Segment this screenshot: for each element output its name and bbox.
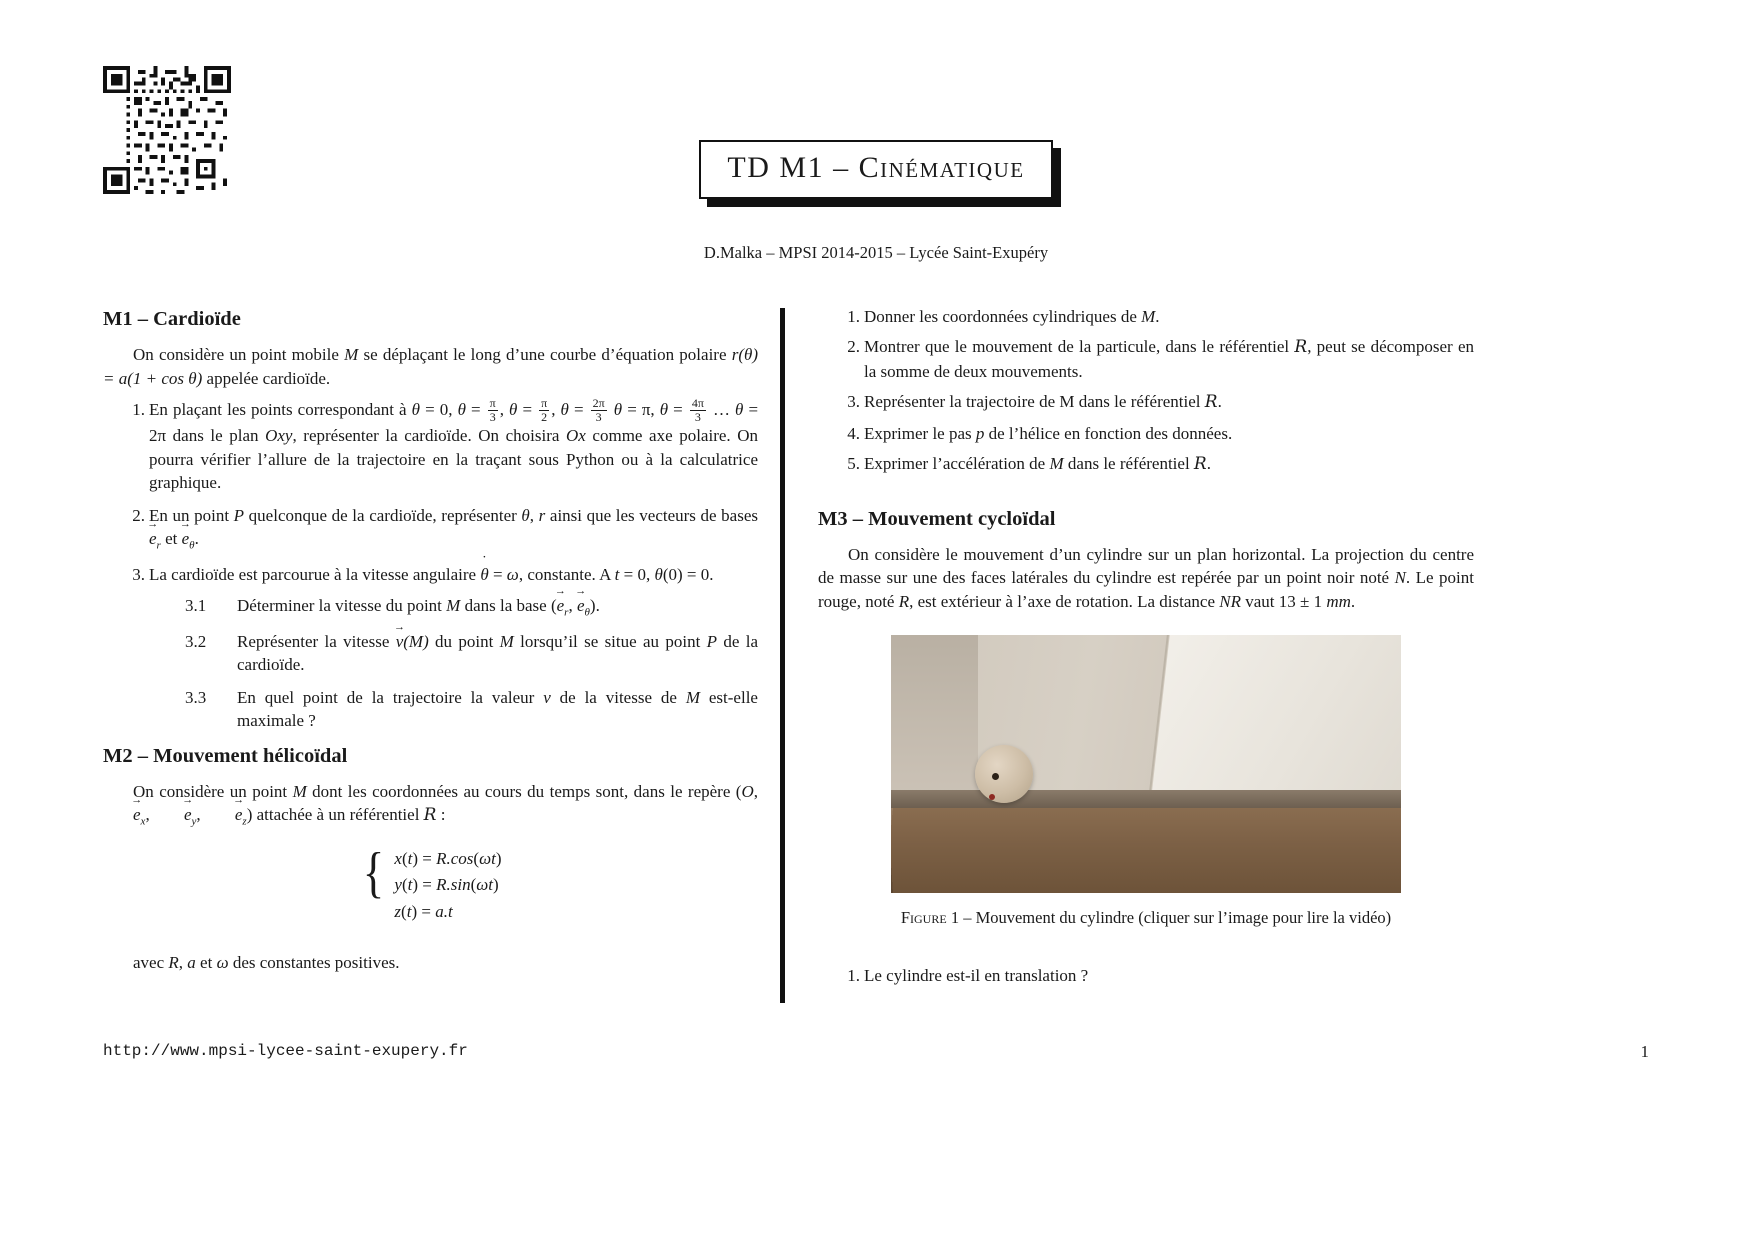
m1-subquestion-list: [149, 594, 758, 732]
m2-intro-a: On considère un point: [133, 781, 293, 801]
m1-intro-equation: r(θ) = a(1 + cos θ): [103, 345, 759, 388]
m1-q2-er: e →: [149, 527, 157, 550]
m1-q32-text-c: lorsqu’il se situe au point: [513, 631, 707, 651]
m1-q2-text-b: quelconque de la cardioïde, représenter: [244, 505, 522, 525]
m1-intro-part2: se déplaçant le long d’une courbe d’équation polaire: [358, 345, 732, 365]
figure-caption-text: Mouvement du cylindre (cliquer sur l’image pour lire la vidéo): [975, 908, 1392, 928]
m2-equation-system: [103, 841, 758, 925]
m1-q32-vM: (M): [403, 631, 429, 651]
photo-paper-sheet: [1152, 635, 1401, 804]
list-item: [818, 422, 1474, 445]
figure-caption-label: Figure: [900, 908, 947, 928]
m1-q31-text-b: dans la base (: [460, 596, 557, 616]
m2-intro-R: R: [423, 805, 437, 826]
m3-intro-NR: NR: [1219, 591, 1241, 611]
m1-q31-text-c: ).: [589, 596, 600, 616]
m1-q31-text-a: Déterminer la vitesse du point: [237, 596, 447, 616]
section-heading-m1: M1 – Cardioïde: [103, 308, 241, 330]
m1-q2-etheta-sub: θ: [189, 539, 195, 552]
footer-url[interactable]: http://www.mpsi-lycee-saint-exupery.fr: [103, 1042, 468, 1060]
m1-q1-axis: Ox: [566, 426, 586, 446]
section-heading-m2: M2 – Mouvement hélicoïdal: [103, 744, 348, 767]
m3-question-list: [818, 964, 1474, 987]
m1-q2-text-c: ,: [529, 505, 539, 525]
equation-z: z(t) = a.t: [394, 901, 453, 921]
m1-intro-part3: appelée cardioïde.: [202, 368, 331, 388]
title-prefix: TD M1 –: [727, 151, 859, 184]
m3-intro: [818, 543, 1474, 613]
m1-q2-etheta: e →: [182, 527, 190, 550]
list-item: [818, 335, 1474, 383]
section-heading-m3: M3 – Mouvement cycloïdal: [818, 507, 1056, 530]
title-block: [0, 140, 1752, 199]
footer-page-number: 1: [1640, 1042, 1649, 1061]
m1-q33-text-b: de la vitesse de: [550, 687, 686, 707]
m2-q2-text-b: , peut se décomposer en la somme de deux mouvements.: [864, 337, 1474, 381]
cylinder-photo[interactable]: [891, 635, 1401, 893]
list-item: [103, 504, 758, 554]
document-subtitle: D.Malka – MPSI 2014-2015 – Lycée Saint-Exupéry: [703, 243, 1049, 262]
m1-intro-M: M: [344, 345, 359, 365]
m1-q32-M: M: [499, 631, 514, 651]
list-item: [818, 452, 1474, 476]
m1-q32-text-d: de la cardioïde.: [237, 631, 758, 675]
m2-closing-c: et: [195, 952, 217, 972]
m1-q31-et-sub: θ: [584, 606, 590, 619]
list-item: La cardioïde est parcourue à la vitesse angulaire θ ˙ = ω, constante. A t = 0, θ(0) = 0. Déterminer la vitesse du point M dans la base ($e \to_r$, $e \to_\theta$). Représenter la vitesse v →(M) du point M lorsqu’il se situe au point P de la cardioïde. En quel point de la trajectoire la valeur v de la vitesse de M est-elle maximale ?: [103, 563, 758, 733]
figure-1: [818, 635, 1474, 930]
m2-q1-text-b: .: [1155, 307, 1160, 326]
m2-intro-c: ) attachée à un référentiel: [246, 805, 424, 825]
m2-closing-omega: ω: [216, 952, 229, 972]
m2-q5-text-b: dans le référentiel: [1063, 454, 1194, 474]
m2-q5-M: M: [1049, 454, 1064, 474]
list-item: En plaçant les points correspondant à θ = 0, θ = $\frac{\pi}{3}$ , θ = $\frac{\pi}{2}$ , θ = $\frac{2\pi}{3}$ θ = π, θ = $\frac{4\pi}{3}$ … θ = 2π dans le plan Oxy, représenter la cardioïde. On choisira Ox comme axe polaire. On pourra vérifier l’allure de la trajectoire en la traçant sous Python ou à la calculatrice graphique.: [149, 396, 759, 493]
m1-intro: [103, 343, 758, 390]
m2-closing-a2: a: [187, 952, 196, 972]
photo-cylinder: [975, 745, 1033, 803]
m1-question-list: [103, 398, 758, 732]
m1-intro-part1: On considère un point mobile: [133, 345, 345, 365]
m3-intro-d: vaut 13 ± 1: [1240, 591, 1327, 611]
m2-q5-text-c: .: [1206, 454, 1211, 474]
m1-q32-v: v →: [396, 630, 404, 653]
photo-floor-planks: [891, 808, 1401, 893]
m1-q1-text-b: dans le plan: [166, 426, 266, 446]
column-divider: [780, 308, 785, 1003]
left-column: [103, 305, 758, 980]
m2-question-list: [818, 305, 1474, 477]
list-item: [149, 594, 758, 621]
figure-caption: [818, 907, 1474, 930]
m1-q1-text-a: En plaçant les points correspondant à: [149, 400, 412, 420]
m1-q31-er-sub: r: [564, 606, 569, 619]
m2-closing-b: ,: [178, 952, 188, 972]
m1-q32-text-a: Représenter la vitesse: [237, 631, 396, 651]
m1-q1-plane: Oxy: [265, 426, 293, 446]
m3-intro-b: . Le point rouge, noté: [818, 568, 1474, 611]
m1-q2-theta: θ: [521, 505, 530, 525]
m1-q2-P: P: [233, 505, 245, 525]
m1-q33-text-a: En quel point de la trajectoire la valeur: [237, 687, 544, 707]
m2-q1-M: M: [1141, 307, 1156, 326]
m2-q3-R: R: [1204, 392, 1218, 413]
m2-q4-text-a: Exprimer le pas: [864, 423, 976, 443]
photo-baseboard: [891, 790, 1401, 808]
m1-q2-r: r: [538, 505, 546, 525]
list-item: [818, 390, 1474, 414]
m2-intro-b: dont les coordonnées au cours du temps sont, dans le repère (: [306, 781, 742, 801]
m2-intro: On considère un point M dont les coordonnées au cours du temps sont, dans le repère (O, $e \to_x$, $e \to_y$, $e \to_z$) attachée à un référentiel R :: [103, 780, 758, 830]
m1-q33-M: M: [685, 687, 700, 707]
m1-q2-er-sub: r: [156, 539, 161, 552]
m1-q1-text-c: , représenter la cardioïde. On choisira: [292, 426, 567, 446]
m1-q32-P: P: [706, 631, 718, 651]
m2-q5-R: R: [1193, 454, 1207, 475]
m2-q2-R: R: [1294, 337, 1308, 358]
m2-q5-text-a: Exprimer l’accélération de: [864, 454, 1050, 474]
m2-closing: [103, 951, 758, 974]
m2-closing-a: avec: [133, 952, 169, 972]
m1-q2-text-a: En un point: [149, 505, 234, 525]
m1-q3-text-d: .: [709, 564, 714, 584]
m2-q1-text-a: Donner les coordonnées cylindriques de: [864, 307, 1142, 326]
photo-wall-left: [891, 635, 978, 795]
m2-q3-text-b: .: [1217, 392, 1222, 412]
m1-q31-et: e →: [577, 594, 585, 617]
m2-q4-text-b: de l’hélice en fonction des données.: [984, 423, 1233, 443]
m2-closing-R: R: [168, 952, 179, 972]
list-item: [818, 964, 1474, 987]
list-item: [149, 686, 758, 733]
m3-intro-c: , est extérieur à l’axe de rotation. La distance: [909, 591, 1220, 611]
list-item: [818, 305, 1474, 328]
right-column: [818, 305, 1474, 997]
figure-caption-number: 1 –: [946, 908, 976, 928]
equation-y: y(t) = R.sin(ωt): [394, 875, 499, 895]
m1-q31-er: e →: [557, 594, 565, 617]
m2-closing-d: des constantes positives.: [228, 952, 400, 972]
m1-q2-text-e: et: [160, 529, 182, 549]
m2-q2-text-a: Montrer que le mouvement de la particule, dans le référentiel: [864, 337, 1295, 357]
m2-intro-d: :: [436, 805, 446, 825]
m3-q1-text: Le cylindre est-il en translation ?: [864, 966, 1089, 986]
m1-q1-text-d: comme axe polaire. On pourra vérifier l’allure de la trajectoire en la traçant sous Python ou à la calculatrice graphique.: [149, 426, 759, 493]
m1-q31-sep: ,: [568, 596, 577, 616]
m2-q4-p: p: [975, 423, 985, 443]
m1-q2-text-d: ainsi que les vecteurs de bases: [545, 505, 759, 525]
m1-q3-text-b: , constante. A: [518, 564, 615, 584]
m3-intro-R: R: [898, 591, 910, 611]
list-item: [149, 630, 758, 677]
m1-q3-text-a: La cardioïde est parcourue à la vitesse angulaire: [149, 564, 481, 584]
m1-q3-text-c: ,: [646, 564, 655, 584]
m3-intro-e: .: [1350, 591, 1356, 611]
equation-x: x(t) = R.cos(ωt): [394, 848, 502, 868]
m2-q3-text-a: Représenter la trajectoire de M dans le référentiel: [864, 392, 1205, 412]
m1-q33-v: v: [543, 687, 551, 707]
m3-intro-N: N: [1394, 568, 1406, 588]
left-brace: {: [362, 841, 384, 904]
title-topic: Cinématique: [858, 151, 1025, 184]
m1-q2-text-f: .: [194, 529, 199, 549]
m1-q33-text-c: est-elle maximale ?: [237, 687, 758, 731]
m1-q31-M: M: [446, 596, 461, 616]
m1-q32-text-b: du point: [428, 631, 500, 651]
m2-intro-M: M: [292, 781, 307, 801]
m3-intro-unit: mm: [1326, 591, 1351, 611]
m3-intro-a: On considère le mouvement d’un cylindre sur un plan horizontal. La projection du centre de masse sur une des faces latérales du cylindre est repérée par un point noir noté: [818, 545, 1474, 588]
title-box: [699, 140, 1052, 199]
